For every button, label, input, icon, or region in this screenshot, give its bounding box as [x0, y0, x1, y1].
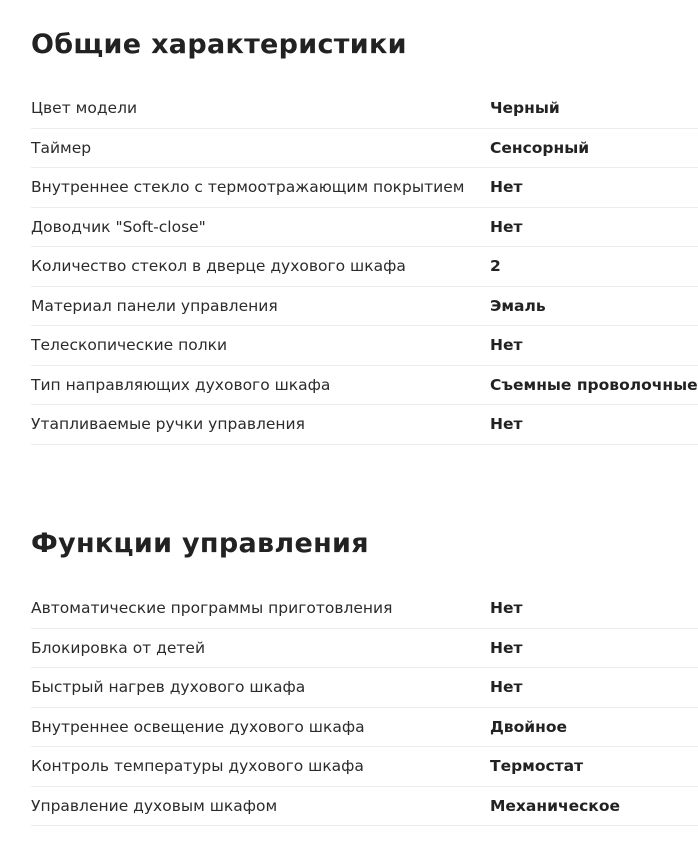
spec-row-auto-programs — [31, 589, 698, 629]
spec-name: Тип направляющих духового шкафа — [31, 375, 331, 394]
spec-value: Нет — [490, 638, 523, 657]
spec-row-soft-close — [31, 208, 698, 248]
spec-name: Материал панели управления — [31, 296, 278, 315]
spec-value: Нет — [490, 599, 523, 617]
spec-name: Управление духовым шкафом — [31, 796, 278, 815]
spec-row-recessed-knobs — [31, 405, 698, 445]
spec-name: Количество стекол в дверце духового шкафа — [31, 257, 406, 275]
spec-value: Нет — [490, 217, 523, 236]
spec-row-rail-type — [31, 366, 698, 406]
spec-value: Черный — [490, 99, 560, 117]
spec-value: Нет — [490, 336, 523, 354]
spec-row-inner-glass-coating — [31, 168, 698, 208]
spec-row-door-glass-count — [31, 247, 698, 287]
control-functions-title: Функции управления — [31, 528, 369, 559]
spec-row-temperature-control — [31, 747, 698, 787]
spec-row-child-lock — [31, 629, 698, 669]
spec-row-quick-heat — [31, 668, 698, 708]
control-functions-list — [31, 589, 698, 826]
spec-row-timer — [31, 129, 698, 169]
spec-name: Утапливаемые ручки управления — [31, 415, 305, 433]
general-specs-section — [31, 0, 698, 445]
spec-value: 2 — [490, 257, 501, 275]
spec-name: Телескопические полки — [31, 336, 228, 354]
spec-value: Механическое — [490, 796, 620, 815]
spec-name: Таймер — [31, 138, 92, 157]
spec-name: Внутреннее стекло с термоотражающим покрытием — [31, 178, 465, 196]
spec-row-oven-control — [31, 787, 698, 827]
spec-name: Цвет модели — [31, 99, 138, 117]
general-specs-title: Общие характеристики — [31, 29, 407, 60]
spec-row-model-color — [31, 89, 698, 129]
spec-value: Нет — [490, 678, 523, 696]
spec-row-oven-lighting — [31, 708, 698, 748]
spec-value: Двойное — [490, 717, 567, 736]
spec-value: Съемные проволочные — [490, 375, 698, 394]
spec-name: Контроль температуры духового шкафа — [31, 757, 364, 775]
spec-row-panel-material — [31, 287, 698, 327]
spec-name: Быстрый нагрев духового шкафа — [31, 678, 306, 696]
spec-value: Нет — [490, 178, 523, 196]
spec-row-telescopic-shelves — [31, 326, 698, 366]
spec-name: Доводчик "Soft-close" — [31, 217, 206, 236]
spec-name: Внутреннее освещение духового шкафа — [31, 717, 365, 736]
spec-name: Автоматические программы приготовления — [31, 599, 393, 617]
spec-value: Нет — [490, 415, 523, 433]
spec-value: Сенсорный — [490, 138, 590, 157]
spec-value: Эмаль — [490, 296, 546, 315]
spec-value: Термостат — [490, 757, 584, 775]
spec-name: Блокировка от детей — [31, 638, 206, 657]
control-functions-section — [31, 499, 698, 826]
general-specs-list — [31, 89, 698, 445]
